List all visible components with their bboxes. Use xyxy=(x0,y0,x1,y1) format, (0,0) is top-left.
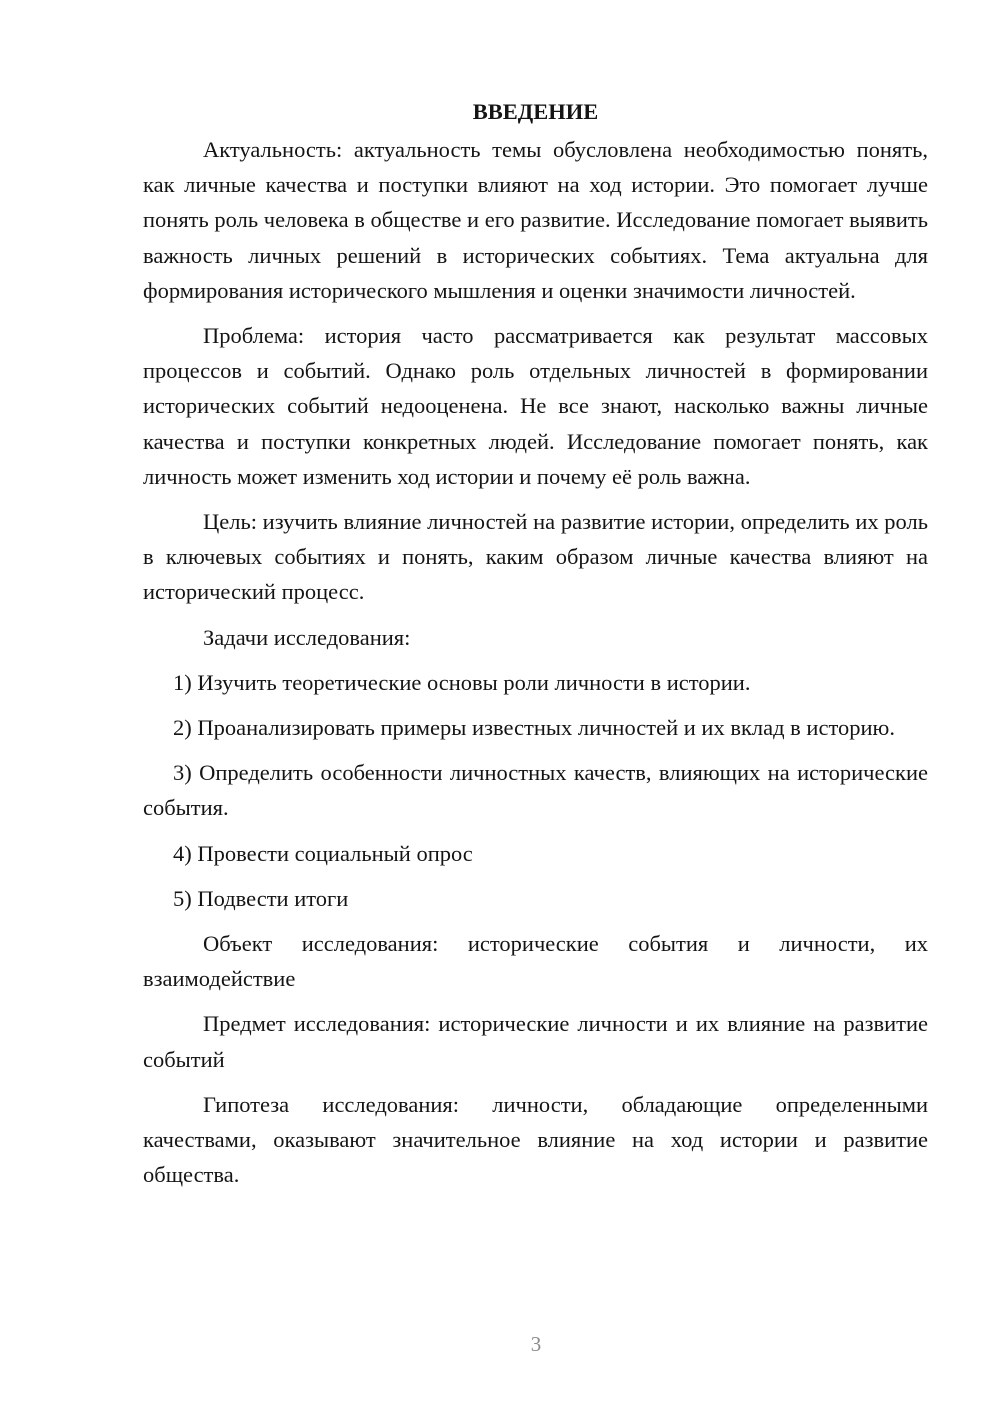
list-item-task-1: 1) Изучить теоретические основы роли личности в истории. xyxy=(173,669,751,695)
list-item-task-2: 2) Проанализировать примеры известных личностей и их вклад в историю. xyxy=(173,715,895,741)
list-item-task-3: 3) Определить особенности личностных качеств, влияющих на исторические события. xyxy=(143,760,928,821)
list-item-task-5: 5) Подвести итоги xyxy=(173,885,349,911)
section-title: ВВЕДЕНИЕ xyxy=(472,99,599,124)
paragraph-object: Объект исследования: исторические события и личности, их взаимодействие xyxy=(143,931,928,992)
paragraph-problem: Проблема: история часто рассматривается как результат массовых процессов и событий. Однако роль отдельных личностей в формировании исторических событий недооценена. Не все знают, насколько важны личные качества и поступки конкретных людей. Исследование помогает понять, как личность может изменить ход истории и почему её роль важна. xyxy=(143,323,928,489)
page-content xyxy=(143,92,928,1192)
paragraph-hypothesis: Гипотеза исследования: личности, обладающие определенными качествами, оказывают значительное влияние на ход истории и развитие общества. xyxy=(143,1091,928,1188)
paragraph-tasks-heading: Задачи исследования: xyxy=(203,624,411,650)
paragraph-subject: Предмет исследования: исторические личности и их влияние на развитие событий xyxy=(143,1011,928,1072)
paragraph-relevance: Актуальность: актуальность темы обусловлена необходимостью понять, как личные качества и поступки влияют на ход истории. Это помогает лучше понять роль человека в обществе и его развитие. Исследование помогает выявить важность личных решений в исторических событиях. Тема актуальна для формирования исторического мышления и оценки значимости личностей. xyxy=(143,137,928,303)
page-number: 3 xyxy=(530,1332,542,1356)
list-item-task-4: 4) Провести социальный опрос xyxy=(173,840,473,866)
paragraph-goal: Цель: изучить влияние личностей на развитие истории, определить их роль в ключевых событиях и понять, каким образом личные качества влияют на исторический процесс. xyxy=(143,509,928,605)
